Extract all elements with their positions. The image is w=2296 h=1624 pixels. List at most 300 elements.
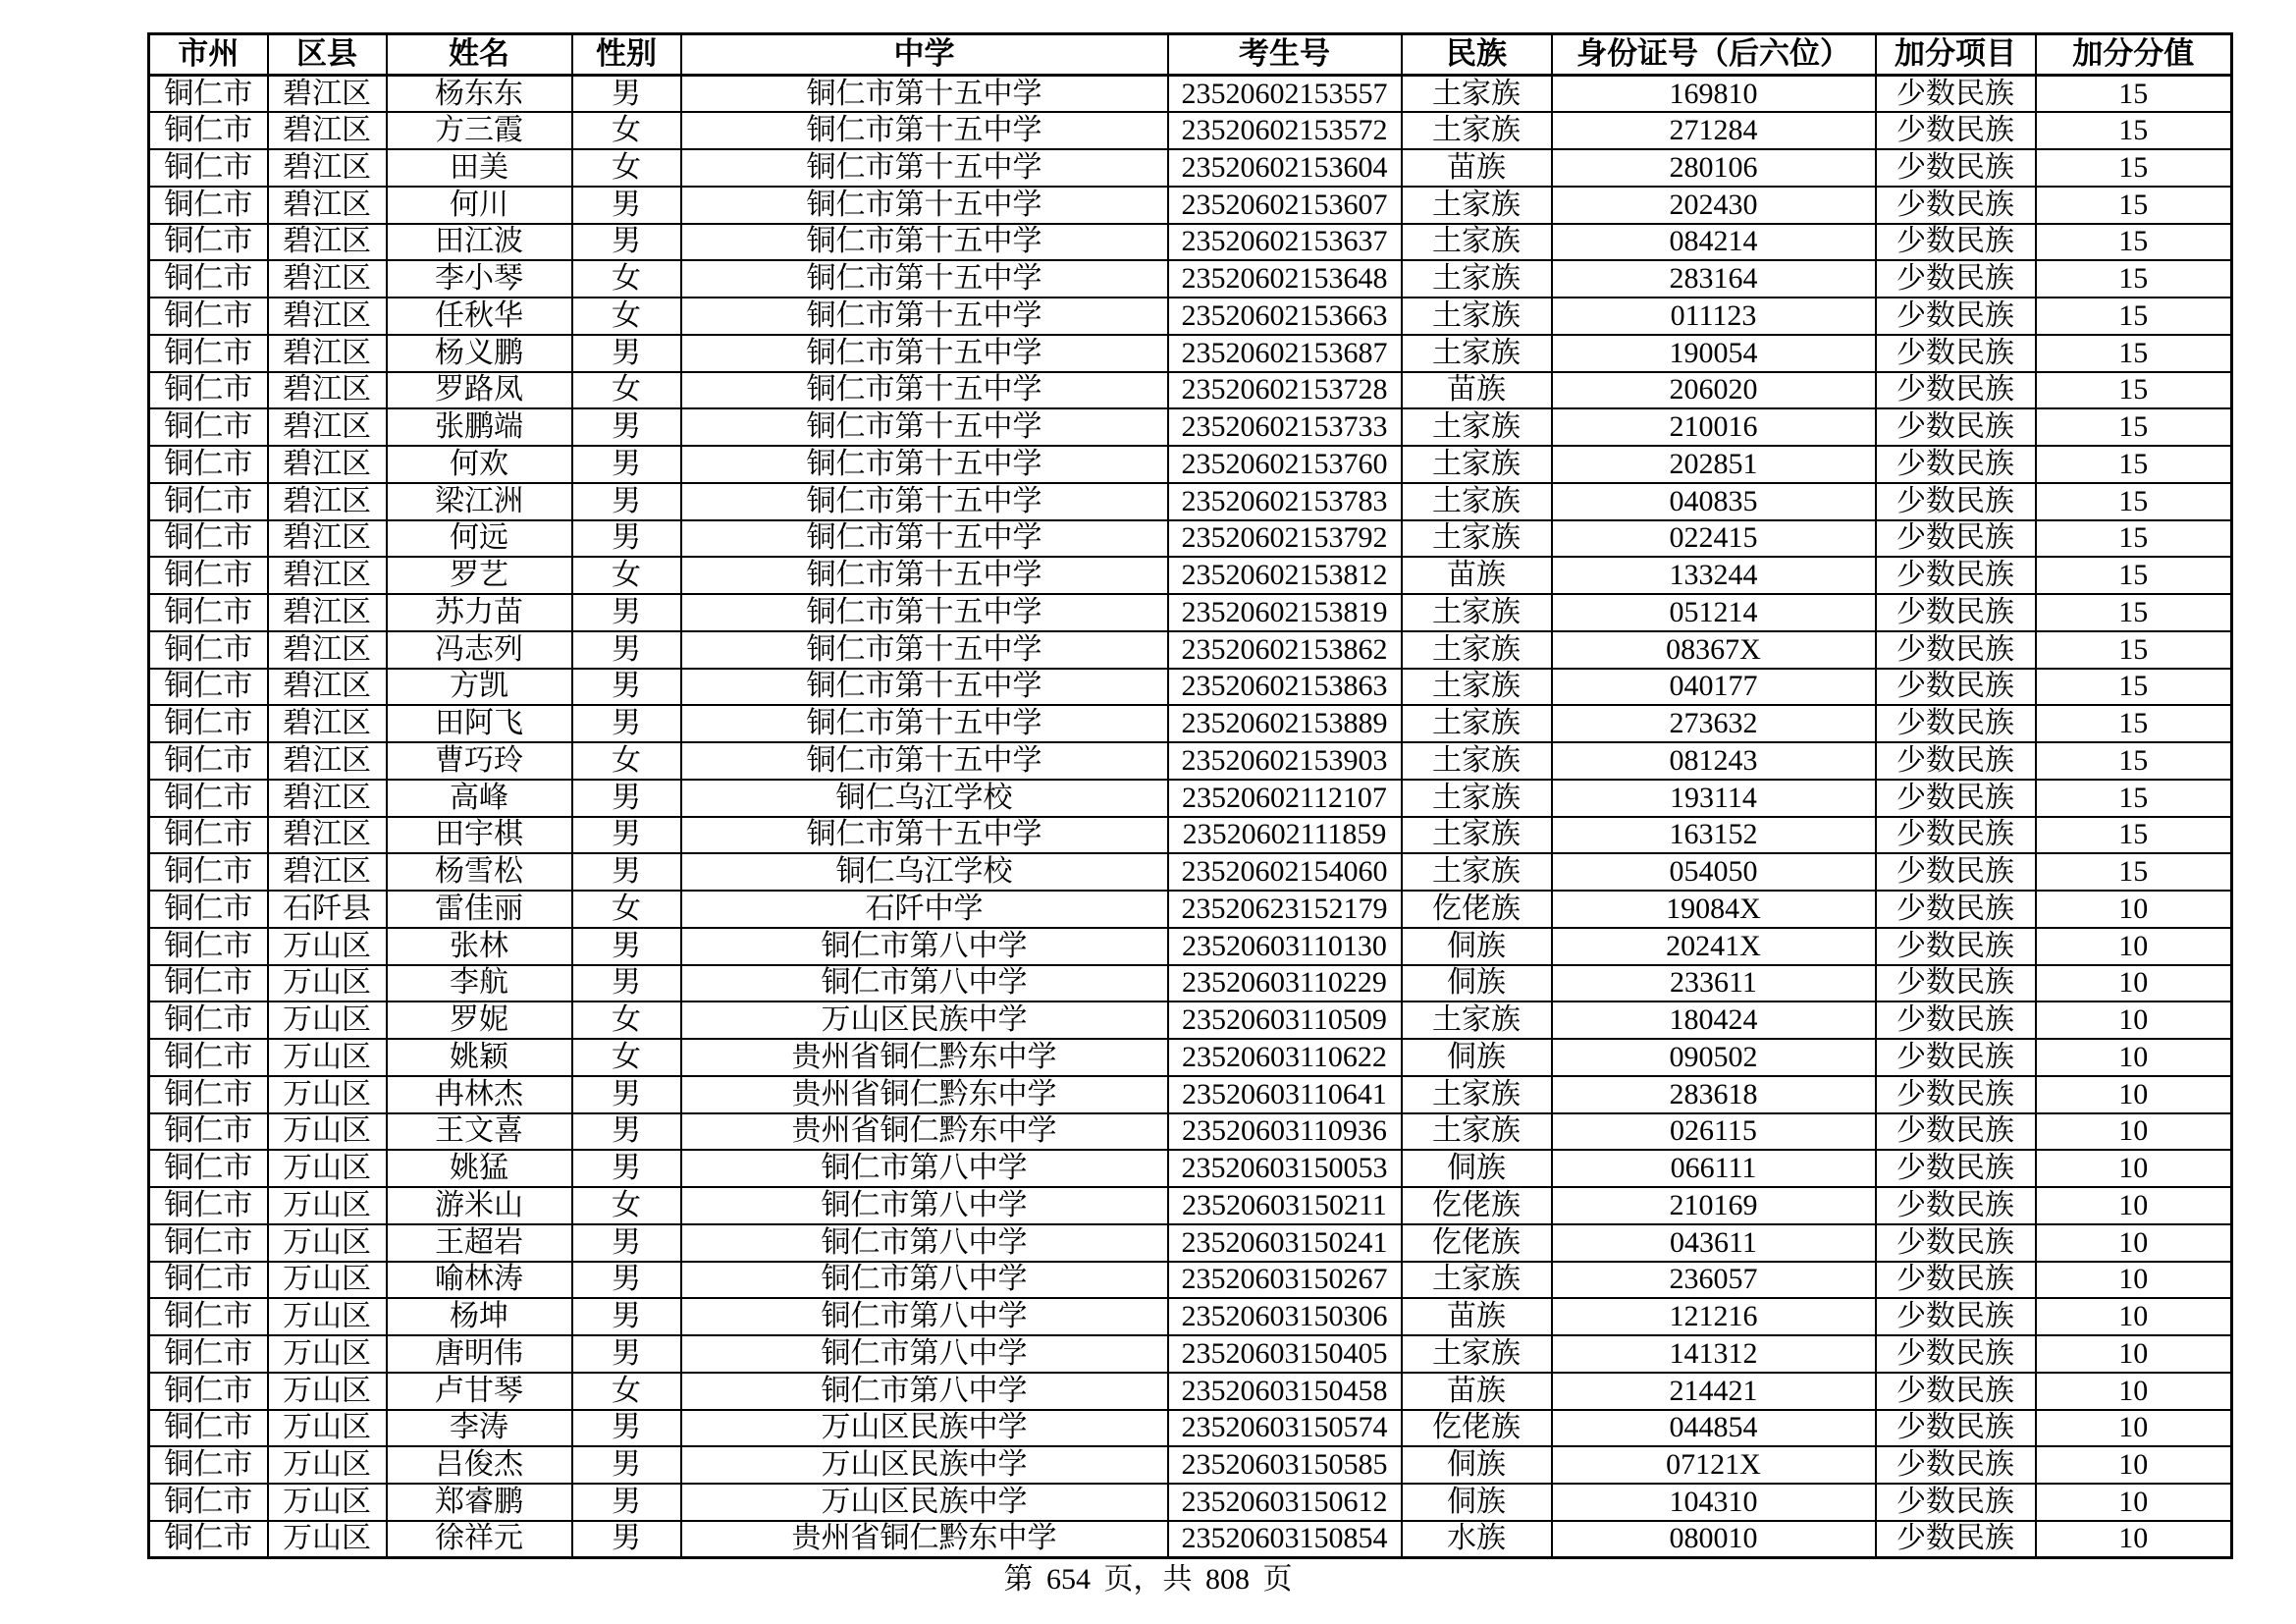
cell-bonus-score: 15 — [2036, 594, 2232, 631]
cell-ethnicity: 土家族 — [1402, 483, 1552, 520]
cell-city: 铜仁市 — [149, 817, 268, 854]
cell-city: 铜仁市 — [149, 594, 268, 631]
cell-city: 铜仁市 — [149, 1262, 268, 1299]
cell-city: 铜仁市 — [149, 446, 268, 483]
column-header-ethnicity: 民族 — [1402, 34, 1552, 76]
cell-id-last6: 190054 — [1552, 335, 1876, 372]
cell-bonus-score: 10 — [2036, 891, 2232, 928]
cell-id-last6: 210169 — [1552, 1187, 1876, 1224]
cell-exam-no: 23520602153760 — [1168, 446, 1402, 483]
table-row — [149, 298, 2232, 335]
cell-city: 铜仁市 — [149, 335, 268, 372]
cell-bonus-item: 少数民族 — [1876, 669, 2036, 706]
cell-bonus-item: 少数民族 — [1876, 1373, 2036, 1410]
cell-id-last6: 19084X — [1552, 891, 1876, 928]
cell-bonus-item: 少数民族 — [1876, 335, 2036, 372]
cell-bonus-score: 10 — [2036, 1521, 2232, 1558]
cell-school: 铜仁市第十五中学 — [681, 187, 1168, 224]
cell-bonus-item: 少数民族 — [1876, 76, 2036, 113]
cell-id-last6: 104310 — [1552, 1484, 1876, 1521]
cell-city: 铜仁市 — [149, 928, 268, 965]
cell-city: 铜仁市 — [149, 1446, 268, 1484]
cell-city: 铜仁市 — [149, 1521, 268, 1558]
cell-name: 冉林杰 — [387, 1076, 572, 1113]
cell-city: 铜仁市 — [149, 1484, 268, 1521]
cell-city: 铜仁市 — [149, 557, 268, 594]
cell-name: 苏力苗 — [387, 594, 572, 631]
cell-exam-no: 23520602153607 — [1168, 187, 1402, 224]
cell-gender: 女 — [572, 1373, 681, 1410]
cell-bonus-item: 少数民族 — [1876, 1001, 2036, 1039]
cell-ethnicity: 土家族 — [1402, 76, 1552, 113]
table-row — [149, 1410, 2232, 1447]
cell-gender: 男 — [572, 853, 681, 891]
cell-name: 田阿飞 — [387, 705, 572, 742]
table-row — [149, 112, 2232, 149]
cell-district: 碧江区 — [268, 483, 387, 520]
cell-bonus-score: 15 — [2036, 372, 2232, 409]
cell-school: 贵州省铜仁黔东中学 — [681, 1076, 1168, 1113]
cell-city: 铜仁市 — [149, 1113, 268, 1151]
cell-name: 游米山 — [387, 1187, 572, 1224]
cell-exam-no: 23520602153903 — [1168, 742, 1402, 780]
table-row — [149, 224, 2232, 261]
cell-id-last6: 233611 — [1552, 965, 1876, 1002]
cell-city: 铜仁市 — [149, 1410, 268, 1447]
cell-bonus-item: 少数民族 — [1876, 1521, 2036, 1558]
cell-city: 铜仁市 — [149, 965, 268, 1002]
cell-gender: 男 — [572, 1484, 681, 1521]
cell-bonus-item: 少数民族 — [1876, 1039, 2036, 1076]
cell-exam-no: 23520602153733 — [1168, 408, 1402, 446]
cell-id-last6: 273632 — [1552, 705, 1876, 742]
cell-name: 高峰 — [387, 780, 572, 817]
cell-school: 铜仁市第八中学 — [681, 1224, 1168, 1262]
cell-ethnicity: 仡佬族 — [1402, 1410, 1552, 1447]
cell-bonus-item: 少数民族 — [1876, 520, 2036, 558]
cell-ethnicity: 苗族 — [1402, 372, 1552, 409]
cell-ethnicity: 土家族 — [1402, 112, 1552, 149]
cell-name: 吕俊杰 — [387, 1446, 572, 1484]
cell-bonus-item: 少数民族 — [1876, 853, 2036, 891]
cell-name: 曹巧玲 — [387, 742, 572, 780]
cell-id-last6: 044854 — [1552, 1410, 1876, 1447]
cell-bonus-score: 10 — [2036, 1076, 2232, 1113]
cell-exam-no: 23520602153557 — [1168, 76, 1402, 113]
cell-bonus-score: 15 — [2036, 780, 2232, 817]
cell-school: 铜仁市第八中学 — [681, 1187, 1168, 1224]
cell-city: 铜仁市 — [149, 260, 268, 298]
cell-exam-no: 23520603150458 — [1168, 1373, 1402, 1410]
cell-id-last6: 141312 — [1552, 1335, 1876, 1373]
cell-city: 铜仁市 — [149, 780, 268, 817]
cell-name: 任秋华 — [387, 298, 572, 335]
cell-gender: 男 — [572, 408, 681, 446]
table-row — [149, 520, 2232, 558]
cell-bonus-item: 少数民族 — [1876, 1113, 2036, 1151]
cell-exam-no: 23520602153792 — [1168, 520, 1402, 558]
cell-bonus-score: 10 — [2036, 1410, 2232, 1447]
cell-name: 杨坤 — [387, 1298, 572, 1335]
page-number: 第 654 页，共 808 页 — [1003, 1563, 1293, 1596]
cell-bonus-item: 少数民族 — [1876, 594, 2036, 631]
cell-gender: 女 — [572, 1039, 681, 1076]
cell-id-last6: 214421 — [1552, 1373, 1876, 1410]
cell-name: 李航 — [387, 965, 572, 1002]
cell-bonus-score: 15 — [2036, 76, 2232, 113]
cell-id-last6: 202851 — [1552, 446, 1876, 483]
cell-gender: 男 — [572, 446, 681, 483]
cell-id-last6: 081243 — [1552, 742, 1876, 780]
cell-gender: 男 — [572, 965, 681, 1002]
cell-name: 姚颖 — [387, 1039, 572, 1076]
cell-city: 铜仁市 — [149, 631, 268, 669]
table-row — [149, 705, 2232, 742]
cell-bonus-item: 少数民族 — [1876, 298, 2036, 335]
cell-ethnicity: 土家族 — [1402, 520, 1552, 558]
column-header-exam-no: 考生号 — [1168, 34, 1402, 76]
cell-city: 铜仁市 — [149, 520, 268, 558]
cell-gender: 男 — [572, 1446, 681, 1484]
cell-district: 万山区 — [268, 1076, 387, 1113]
cell-id-last6: 283164 — [1552, 260, 1876, 298]
cell-ethnicity: 土家族 — [1402, 1076, 1552, 1113]
cell-id-last6: 169810 — [1552, 76, 1876, 113]
cell-bonus-score: 15 — [2036, 408, 2232, 446]
cell-name: 何远 — [387, 520, 572, 558]
cell-name: 田宇棋 — [387, 817, 572, 854]
cell-name: 杨雪松 — [387, 853, 572, 891]
cell-bonus-score: 15 — [2036, 669, 2232, 706]
cell-gender: 女 — [572, 891, 681, 928]
table-row — [149, 1262, 2232, 1299]
cell-exam-no: 23520603150854 — [1168, 1521, 1402, 1558]
cell-name: 李小琴 — [387, 260, 572, 298]
cell-city: 铜仁市 — [149, 1001, 268, 1039]
cell-bonus-item: 少数民族 — [1876, 742, 2036, 780]
cell-gender: 女 — [572, 372, 681, 409]
table-body — [149, 76, 2232, 1558]
cell-district: 碧江区 — [268, 557, 387, 594]
cell-id-last6: 043611 — [1552, 1224, 1876, 1262]
cell-gender: 男 — [572, 335, 681, 372]
cell-name: 田美 — [387, 149, 572, 187]
table-header — [149, 34, 2232, 76]
cell-ethnicity: 仡佬族 — [1402, 1224, 1552, 1262]
cell-exam-no: 23520602154060 — [1168, 853, 1402, 891]
cell-bonus-score: 15 — [2036, 149, 2232, 187]
cell-school: 铜仁市第八中学 — [681, 1373, 1168, 1410]
cell-city: 铜仁市 — [149, 705, 268, 742]
cell-district: 万山区 — [268, 1484, 387, 1521]
cell-id-last6: 271284 — [1552, 112, 1876, 149]
cell-city: 铜仁市 — [149, 112, 268, 149]
cell-city: 铜仁市 — [149, 1039, 268, 1076]
cell-ethnicity: 土家族 — [1402, 408, 1552, 446]
cell-bonus-score: 15 — [2036, 817, 2232, 854]
cell-exam-no: 23520603150211 — [1168, 1187, 1402, 1224]
table-row — [149, 483, 2232, 520]
cell-bonus-score: 15 — [2036, 853, 2232, 891]
cell-bonus-item: 少数民族 — [1876, 1076, 2036, 1113]
cell-bonus-item: 少数民族 — [1876, 557, 2036, 594]
cell-bonus-score: 15 — [2036, 224, 2232, 261]
cell-bonus-score: 10 — [2036, 1187, 2232, 1224]
cell-city: 铜仁市 — [149, 149, 268, 187]
cell-city: 铜仁市 — [149, 483, 268, 520]
cell-id-last6: 121216 — [1552, 1298, 1876, 1335]
cell-gender: 女 — [572, 557, 681, 594]
cell-gender: 男 — [572, 76, 681, 113]
table-row — [149, 928, 2232, 965]
cell-gender: 女 — [572, 742, 681, 780]
cell-gender: 女 — [572, 112, 681, 149]
table-row — [149, 742, 2232, 780]
cell-ethnicity: 土家族 — [1402, 446, 1552, 483]
cell-bonus-score: 10 — [2036, 965, 2232, 1002]
cell-city: 铜仁市 — [149, 1076, 268, 1113]
cell-name: 冯志列 — [387, 631, 572, 669]
cell-bonus-item: 少数民族 — [1876, 408, 2036, 446]
cell-bonus-score: 15 — [2036, 446, 2232, 483]
table-row — [149, 1187, 2232, 1224]
cell-district: 碧江区 — [268, 335, 387, 372]
cell-ethnicity: 土家族 — [1402, 298, 1552, 335]
cell-gender: 男 — [572, 705, 681, 742]
cell-district: 石阡县 — [268, 891, 387, 928]
cell-school: 铜仁市第十五中学 — [681, 446, 1168, 483]
cell-ethnicity: 土家族 — [1402, 594, 1552, 631]
cell-bonus-score: 10 — [2036, 1224, 2232, 1262]
cell-city: 铜仁市 — [149, 1298, 268, 1335]
cell-gender: 男 — [572, 1113, 681, 1151]
cell-gender: 男 — [572, 224, 681, 261]
cell-gender: 男 — [572, 1262, 681, 1299]
cell-name: 喻林涛 — [387, 1262, 572, 1299]
cell-ethnicity: 土家族 — [1402, 335, 1552, 372]
cell-id-last6: 193114 — [1552, 780, 1876, 817]
cell-bonus-score: 15 — [2036, 187, 2232, 224]
cell-exam-no: 23520602153812 — [1168, 557, 1402, 594]
cell-id-last6: 084214 — [1552, 224, 1876, 261]
cell-district: 碧江区 — [268, 669, 387, 706]
cell-bonus-score: 10 — [2036, 1001, 2232, 1039]
cell-bonus-score: 10 — [2036, 1484, 2232, 1521]
cell-district: 万山区 — [268, 1039, 387, 1076]
cell-city: 铜仁市 — [149, 853, 268, 891]
cell-exam-no: 23520603150574 — [1168, 1410, 1402, 1447]
table-row — [149, 1298, 2232, 1335]
cell-district: 碧江区 — [268, 446, 387, 483]
cell-school: 铜仁乌江学校 — [681, 853, 1168, 891]
cell-id-last6: 163152 — [1552, 817, 1876, 854]
cell-gender: 男 — [572, 928, 681, 965]
cell-city: 铜仁市 — [149, 1187, 268, 1224]
table-row — [149, 594, 2232, 631]
cell-exam-no: 23520603110641 — [1168, 1076, 1402, 1113]
cell-name: 郑睿鹏 — [387, 1484, 572, 1521]
cell-school: 铜仁市第八中学 — [681, 1150, 1168, 1187]
table-row — [149, 1446, 2232, 1484]
cell-exam-no: 23520602153687 — [1168, 335, 1402, 372]
cell-school: 铜仁市第十五中学 — [681, 669, 1168, 706]
cell-gender: 男 — [572, 187, 681, 224]
cell-gender: 男 — [572, 631, 681, 669]
cell-school: 石阡中学 — [681, 891, 1168, 928]
cell-name: 王超岩 — [387, 1224, 572, 1262]
cell-exam-no: 23520623152179 — [1168, 891, 1402, 928]
cell-bonus-score: 15 — [2036, 742, 2232, 780]
cell-district: 碧江区 — [268, 817, 387, 854]
cell-bonus-item: 少数民族 — [1876, 1150, 2036, 1187]
cell-bonus-item: 少数民族 — [1876, 483, 2036, 520]
cell-school: 铜仁市第十五中学 — [681, 483, 1168, 520]
cell-id-last6: 090502 — [1552, 1039, 1876, 1076]
cell-district: 碧江区 — [268, 76, 387, 113]
cell-ethnicity: 土家族 — [1402, 1262, 1552, 1299]
cell-id-last6: 206020 — [1552, 372, 1876, 409]
table-row — [149, 149, 2232, 187]
cell-exam-no: 23520602153637 — [1168, 224, 1402, 261]
cell-school: 铜仁市第八中学 — [681, 1262, 1168, 1299]
cell-name: 姚猛 — [387, 1150, 572, 1187]
table-row — [149, 1521, 2232, 1558]
cell-name: 王文喜 — [387, 1113, 572, 1151]
cell-ethnicity: 土家族 — [1402, 187, 1552, 224]
cell-ethnicity: 土家族 — [1402, 631, 1552, 669]
cell-bonus-item: 少数民族 — [1876, 372, 2036, 409]
cell-district: 万山区 — [268, 1224, 387, 1262]
cell-exam-no: 23520603110229 — [1168, 965, 1402, 1002]
table-row — [149, 1484, 2232, 1521]
cell-ethnicity: 苗族 — [1402, 149, 1552, 187]
cell-ethnicity: 苗族 — [1402, 1373, 1552, 1410]
cell-school: 万山区民族中学 — [681, 1484, 1168, 1521]
cell-school: 铜仁市第十五中学 — [681, 76, 1168, 113]
table-row — [149, 853, 2232, 891]
cell-exam-no: 23520603150612 — [1168, 1484, 1402, 1521]
cell-ethnicity: 仡佬族 — [1402, 891, 1552, 928]
bonus-points-table — [147, 32, 2233, 1559]
cell-ethnicity: 土家族 — [1402, 260, 1552, 298]
cell-district: 万山区 — [268, 1001, 387, 1039]
cell-school: 贵州省铜仁黔东中学 — [681, 1113, 1168, 1151]
cell-gender: 男 — [572, 780, 681, 817]
table-row — [149, 669, 2232, 706]
cell-ethnicity: 侗族 — [1402, 965, 1552, 1002]
table-row — [149, 260, 2232, 298]
cell-bonus-item: 少数民族 — [1876, 1298, 2036, 1335]
cell-id-last6: 202430 — [1552, 187, 1876, 224]
cell-ethnicity: 土家族 — [1402, 224, 1552, 261]
cell-name: 杨东东 — [387, 76, 572, 113]
cell-bonus-item: 少数民族 — [1876, 1187, 2036, 1224]
cell-exam-no: 23520603110509 — [1168, 1001, 1402, 1039]
cell-gender: 男 — [572, 1521, 681, 1558]
cell-exam-no: 23520603150053 — [1168, 1150, 1402, 1187]
cell-bonus-score: 15 — [2036, 631, 2232, 669]
cell-exam-no: 23520602112107 — [1168, 780, 1402, 817]
cell-district: 碧江区 — [268, 408, 387, 446]
cell-name: 田江波 — [387, 224, 572, 261]
cell-id-last6: 080010 — [1552, 1521, 1876, 1558]
cell-bonus-item: 少数民族 — [1876, 1335, 2036, 1373]
cell-exam-no: 23520602153604 — [1168, 149, 1402, 187]
cell-district: 碧江区 — [268, 260, 387, 298]
table-row — [149, 965, 2232, 1002]
cell-bonus-item: 少数民族 — [1876, 1262, 2036, 1299]
cell-district: 碧江区 — [268, 520, 387, 558]
cell-gender: 男 — [572, 1298, 681, 1335]
cell-bonus-score: 15 — [2036, 520, 2232, 558]
cell-district: 碧江区 — [268, 112, 387, 149]
cell-gender: 男 — [572, 1076, 681, 1113]
cell-district: 万山区 — [268, 1150, 387, 1187]
cell-district: 碧江区 — [268, 224, 387, 261]
cell-id-last6: 20241X — [1552, 928, 1876, 965]
cell-district: 万山区 — [268, 1262, 387, 1299]
cell-bonus-item: 少数民族 — [1876, 446, 2036, 483]
cell-gender: 男 — [572, 669, 681, 706]
cell-id-last6: 210016 — [1552, 408, 1876, 446]
cell-ethnicity: 侗族 — [1402, 1484, 1552, 1521]
cell-gender: 男 — [572, 817, 681, 854]
cell-exam-no: 23520603150405 — [1168, 1335, 1402, 1373]
cell-ethnicity: 土家族 — [1402, 1001, 1552, 1039]
cell-district: 碧江区 — [268, 705, 387, 742]
cell-bonus-item: 少数民族 — [1876, 1484, 2036, 1521]
cell-city: 铜仁市 — [149, 408, 268, 446]
cell-exam-no: 23520602153862 — [1168, 631, 1402, 669]
cell-id-last6: 026115 — [1552, 1113, 1876, 1151]
cell-city: 铜仁市 — [149, 298, 268, 335]
cell-school: 铜仁市第十五中学 — [681, 149, 1168, 187]
cell-bonus-item: 少数民族 — [1876, 817, 2036, 854]
cell-bonus-score: 15 — [2036, 260, 2232, 298]
cell-id-last6: 066111 — [1552, 1150, 1876, 1187]
cell-school: 铜仁市第十五中学 — [681, 631, 1168, 669]
cell-id-last6: 280106 — [1552, 149, 1876, 187]
cell-id-last6: 040835 — [1552, 483, 1876, 520]
cell-city: 铜仁市 — [149, 891, 268, 928]
cell-bonus-score: 10 — [2036, 928, 2232, 965]
cell-city: 铜仁市 — [149, 1224, 268, 1262]
table-row — [149, 817, 2232, 854]
cell-name: 罗艺 — [387, 557, 572, 594]
cell-gender: 女 — [572, 149, 681, 187]
cell-gender: 男 — [572, 520, 681, 558]
cell-id-last6: 08367X — [1552, 631, 1876, 669]
cell-name: 方三霞 — [387, 112, 572, 149]
table-row — [149, 1113, 2232, 1151]
cell-school: 铜仁市第八中学 — [681, 1298, 1168, 1335]
cell-name: 杨义鹏 — [387, 335, 572, 372]
column-header-bonus-item: 加分项目 — [1876, 34, 2036, 76]
cell-exam-no: 23520603150241 — [1168, 1224, 1402, 1262]
cell-school: 万山区民族中学 — [681, 1410, 1168, 1447]
cell-exam-no: 23520602153728 — [1168, 372, 1402, 409]
cell-bonus-item: 少数民族 — [1876, 1410, 2036, 1447]
cell-school: 铜仁市第十五中学 — [681, 260, 1168, 298]
cell-bonus-item: 少数民族 — [1876, 260, 2036, 298]
cell-exam-no: 23520602153889 — [1168, 705, 1402, 742]
cell-gender: 男 — [572, 1410, 681, 1447]
cell-district: 万山区 — [268, 1373, 387, 1410]
cell-school: 铜仁市第十五中学 — [681, 817, 1168, 854]
cell-ethnicity: 土家族 — [1402, 817, 1552, 854]
column-header-city: 市州 — [149, 34, 268, 76]
cell-name: 雷佳丽 — [387, 891, 572, 928]
